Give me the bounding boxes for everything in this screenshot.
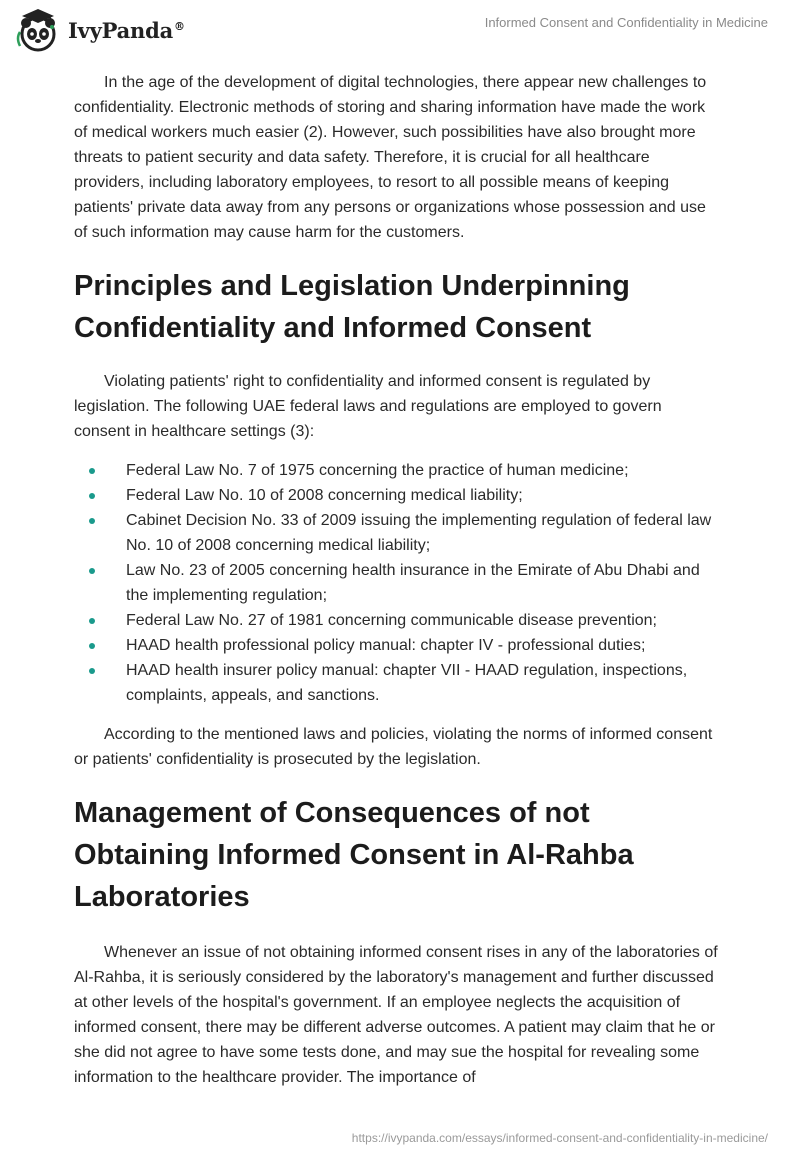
laws-list: [74, 458, 722, 708]
heading-principles-legislation: Principles and Legislation Underpinning Confidentiality and Informed Consent: [74, 270, 630, 344]
source-url[interactable]: https://ivypanda.com/essays/informed-consent-and-confidentiality-in-medicine/: [351, 1131, 768, 1145]
article-body: [74, 70, 722, 1090]
list-item: Federal Law No. 10 of 2008 concerning medical liability;: [74, 483, 722, 508]
brand-logo[interactable]: [14, 8, 185, 52]
panda-graduate-icon: [14, 8, 62, 52]
list-item: Federal Law No. 7 of 1975 concerning the practice of human medicine;: [74, 458, 722, 483]
paragraph-consent-issues: Whenever an issue of not obtaining informed consent rises in any of the laboratories of Al-Rahba, it is seriously considered by the laboratory's management and further discussed at other levels of the hospital's government. If an employee neglects the acquisition of informed consent, there may be different adverse outcomes. A patient may claim that he or she did not agree to have some tests done, and may sue the hospital for revealing some information to the healthcare provider. The importance of: [74, 944, 718, 1086]
list-item: Law No. 23 of 2005 concerning health insurance in the Emirate of Abu Dhabi and the implementing regulation;: [74, 558, 722, 608]
document-title: Informed Consent and Confidentiality in Medicine: [484, 15, 768, 30]
paragraph-digital-challenges: In the age of the development of digital technologies, there appear new challenges to confidentiality. Electronic methods of storing and sharing information have made the work of medical workers much easier (2). However, such possibilities have also brought more threats to patient security and data safety. Therefore, it is crucial for all healthcare providers, including laboratory employees, to resort to all possible means of keeping patients' private data away from any persons or organizations whose possession and use of such information may cause harm for the customers.: [74, 74, 707, 241]
list-item: HAAD health insurer policy manual: chapter VII - HAAD regulation, inspections, complaints, appeals, and sanctions.: [74, 658, 722, 708]
heading-management-consequences: Management of Consequences of not Obtaining Informed Consent in Al-Rahba Laboratories: [74, 797, 634, 913]
brand-name: IvyPanda®: [68, 17, 185, 43]
list-item: Federal Law No. 27 of 1981 concerning communicable disease prevention;: [74, 608, 722, 633]
list-item: HAAD health professional policy manual: chapter IV - professional duties;: [74, 633, 722, 658]
list-item: Cabinet Decision No. 33 of 2009 issuing the implementing regulation of federal law No. 10 of 2008 concerning medical liability;: [74, 508, 722, 558]
paragraph-laws-conclusion: According to the mentioned laws and policies, violating the norms of informed consent or patients' confidentiality is prosecuted by the legislation.: [74, 726, 713, 768]
page-header: [0, 0, 800, 60]
paragraph-legislation-intro: Violating patients' right to confidentiality and informed consent is regulated by legislation. The following UAE federal laws and regulations are employed to govern consent in healthcare settings (3):: [74, 373, 662, 440]
